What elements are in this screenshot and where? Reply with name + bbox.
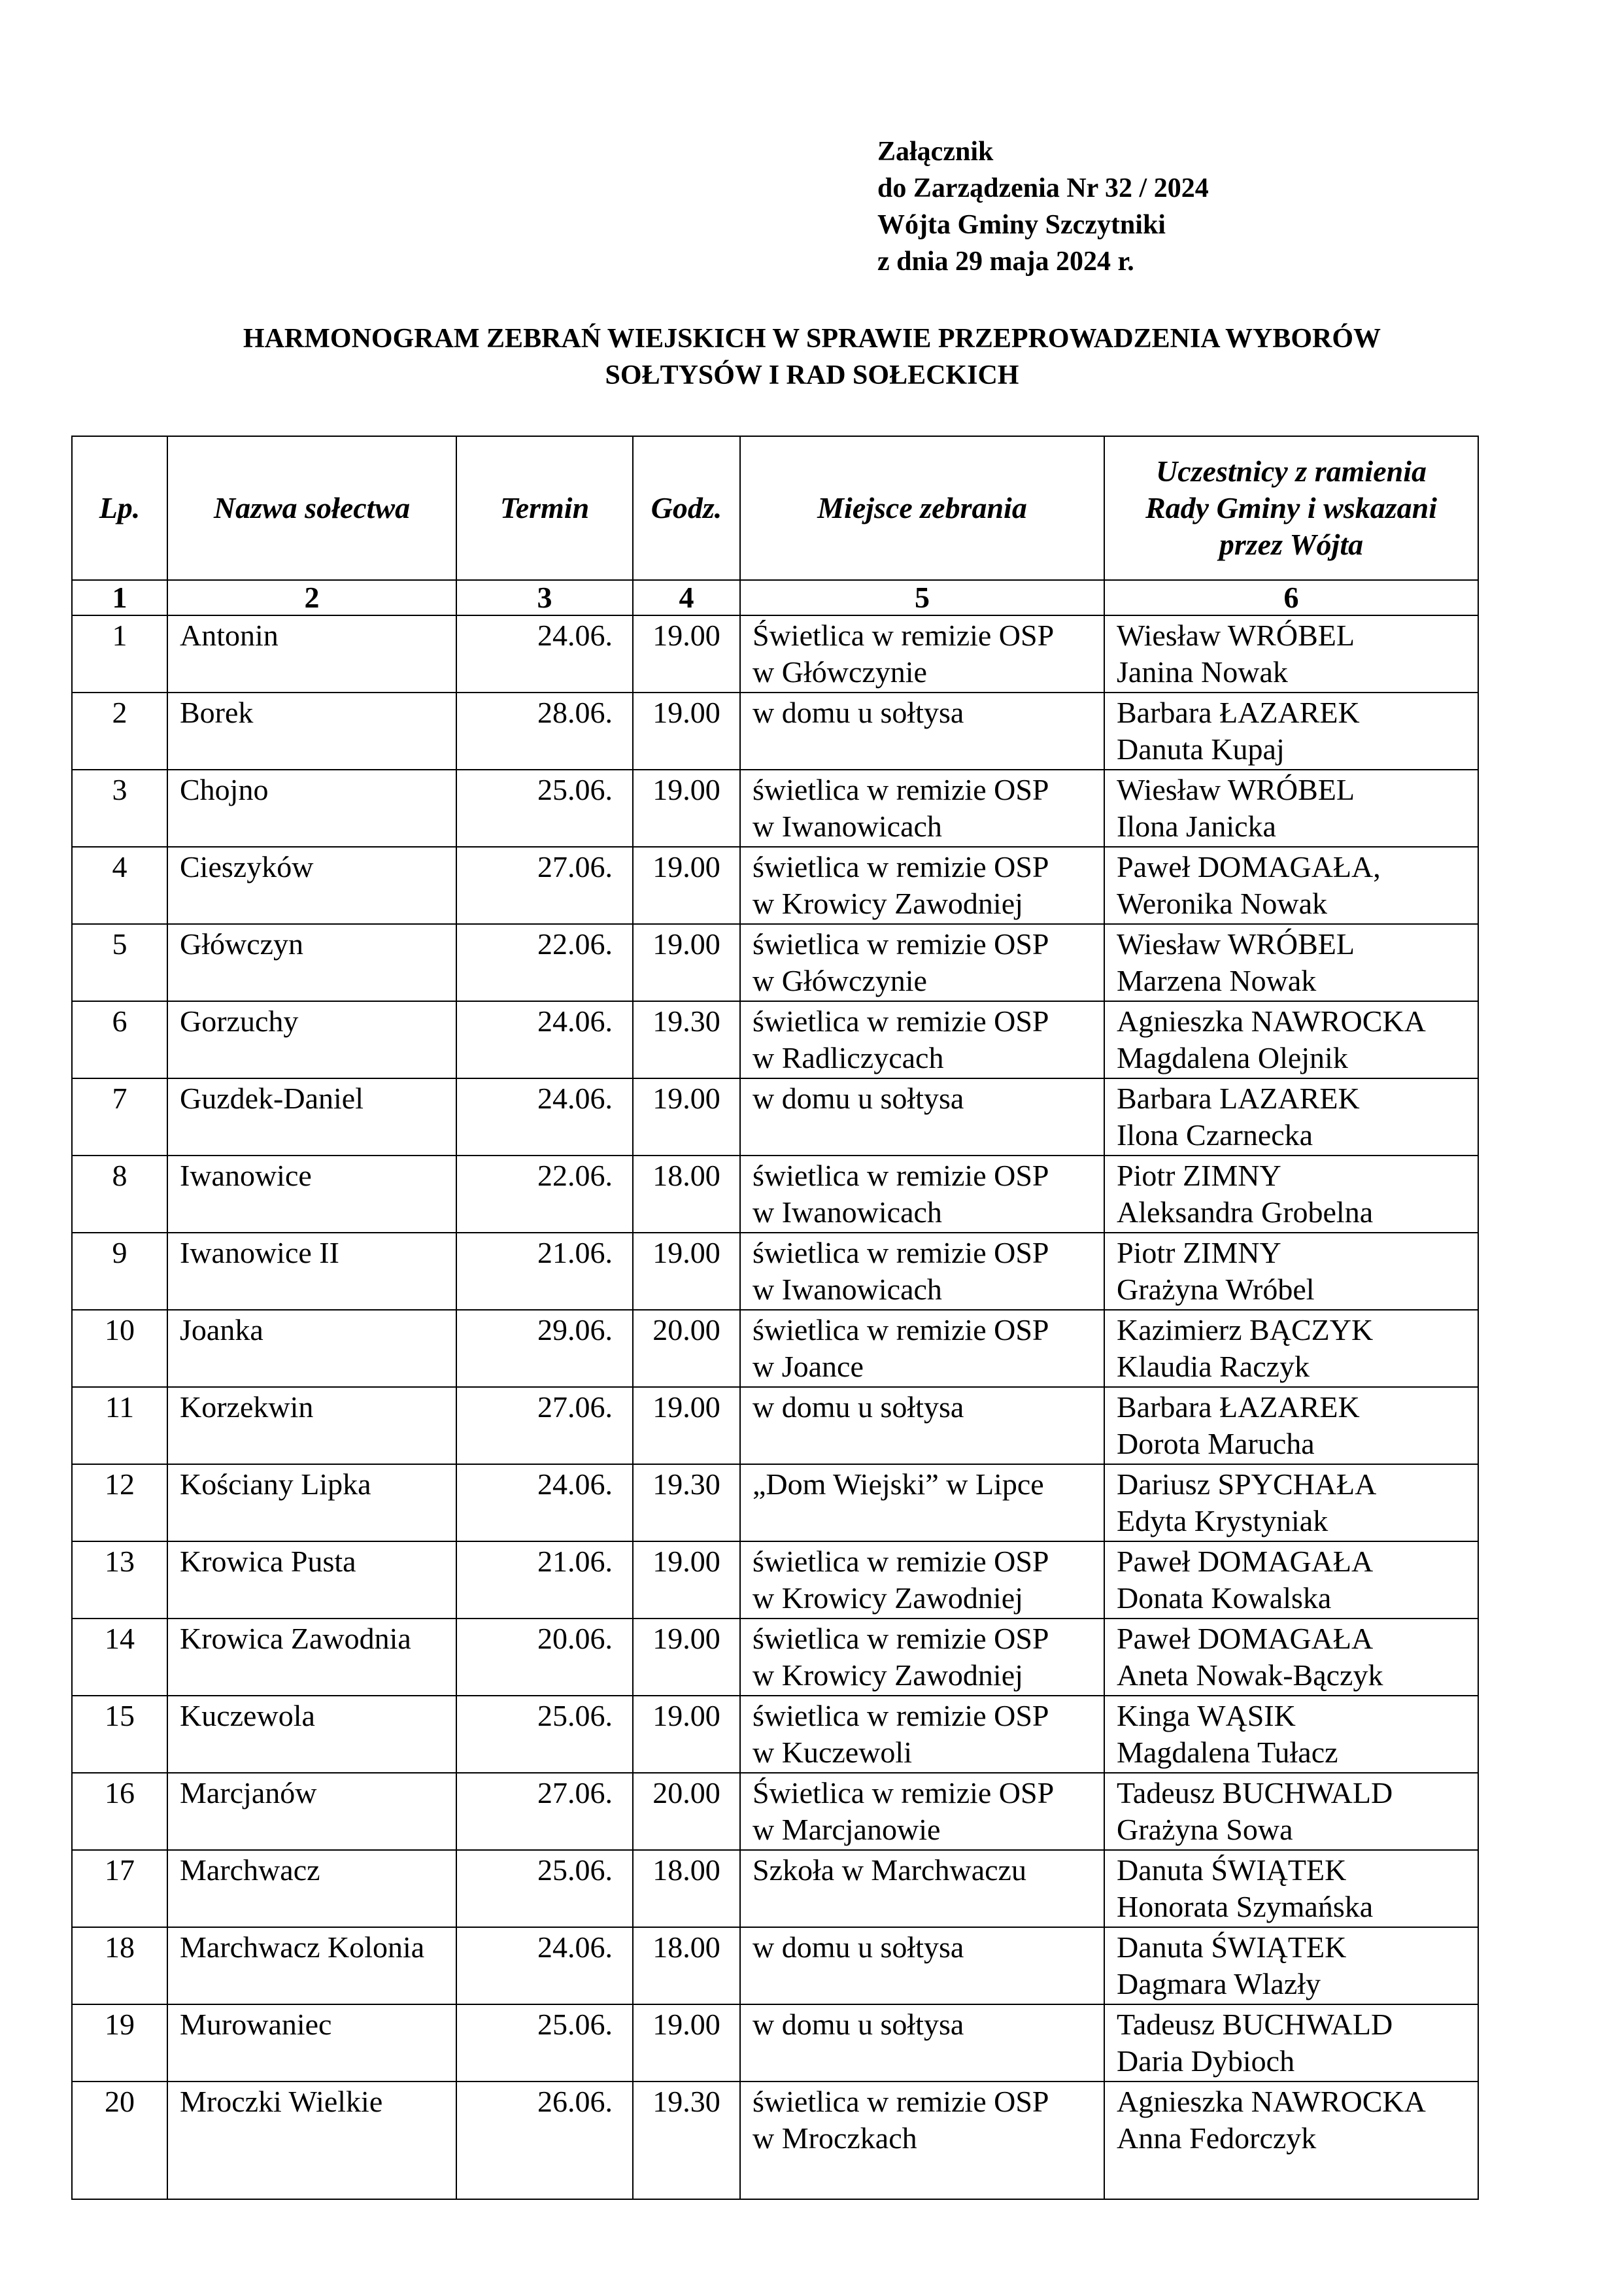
meeting-date: 25.06. — [456, 770, 633, 847]
header-row — [72, 436, 1478, 580]
column-number: 1 — [72, 580, 167, 615]
participant-2: Edyta Krystyniak — [1117, 1504, 1328, 1537]
table-row — [72, 615, 1478, 693]
row-number: 16 — [72, 1773, 167, 1850]
village-name: Borek — [167, 693, 456, 770]
meetings-schedule-table — [71, 436, 1479, 2200]
column-number: 4 — [633, 580, 740, 615]
village-name: Krowica Pusta — [167, 1541, 456, 1619]
table-row — [72, 2082, 1478, 2199]
village-name: Iwanowice II — [167, 1233, 456, 1310]
meeting-place — [740, 1001, 1104, 1078]
meeting-place-line-2: w Mroczkach — [753, 2121, 917, 2155]
meeting-place — [740, 2004, 1104, 2082]
meeting-time: 19.00 — [633, 693, 740, 770]
meeting-place-line-1: świetlica w remizie OSP — [753, 850, 1049, 883]
village-name: Mroczki Wielkie — [167, 2082, 456, 2199]
participant-1: Barbara ŁAZAREK — [1117, 696, 1360, 729]
participant-1: Tadeusz BUCHWALD — [1117, 1776, 1393, 1809]
meeting-place — [740, 1233, 1104, 1310]
column-number: 2 — [167, 580, 456, 615]
meeting-date: 24.06. — [456, 615, 633, 693]
participant-2: Magdalena Tułacz — [1117, 1736, 1338, 1769]
meeting-place-line-1: świetlica w remizie OSP — [753, 1004, 1049, 1038]
meeting-place — [740, 2082, 1104, 2199]
participants — [1104, 1927, 1478, 2004]
village-name: Chojno — [167, 770, 456, 847]
row-number: 12 — [72, 1464, 167, 1541]
participant-1: Dariusz SPYCHAŁA — [1117, 1467, 1377, 1501]
participant-2: Aleksandra Grobelna — [1117, 1195, 1374, 1229]
participant-2: Klaudia Raczyk — [1117, 1350, 1310, 1383]
col-header-time: Godz. — [633, 436, 740, 580]
table-row — [72, 2004, 1478, 2082]
row-number: 15 — [72, 1696, 167, 1773]
row-number: 18 — [72, 1927, 167, 2004]
village-name: Iwanowice — [167, 1156, 456, 1233]
meeting-place-line-1: w domu u sołtysa — [753, 1082, 964, 1115]
column-number: 6 — [1104, 580, 1478, 615]
participant-2: Grażyna Sowa — [1117, 1813, 1293, 1846]
village-name: Cieszyków — [167, 847, 456, 924]
table-row — [72, 1464, 1478, 1541]
meeting-date: 29.06. — [456, 1310, 633, 1387]
meeting-date: 26.06. — [456, 2082, 633, 2199]
meeting-place-line-2: w Joance — [753, 1350, 864, 1383]
participants — [1104, 1078, 1478, 1156]
participant-1: Kazimierz BĄCZYK — [1117, 1313, 1374, 1346]
meeting-place-line-1: świetlica w remizie OSP — [753, 1622, 1049, 1655]
village-name: Korzekwin — [167, 1387, 456, 1464]
meeting-time: 19.00 — [633, 1696, 740, 1773]
meeting-time: 19.30 — [633, 2082, 740, 2199]
meeting-date: 27.06. — [456, 847, 633, 924]
meeting-time: 18.00 — [633, 1927, 740, 2004]
meeting-place-line-2: w Kuczewoli — [753, 1736, 912, 1769]
table-row — [72, 1078, 1478, 1156]
participants — [1104, 770, 1478, 847]
participants — [1104, 615, 1478, 693]
attachment-header — [877, 133, 1209, 280]
meeting-time: 19.00 — [633, 1541, 740, 1619]
village-name: Krowica Zawodnia — [167, 1619, 456, 1696]
row-number: 17 — [72, 1850, 167, 1927]
meeting-time: 20.00 — [633, 1773, 740, 1850]
row-number: 2 — [72, 693, 167, 770]
row-number: 7 — [72, 1078, 167, 1156]
row-number: 5 — [72, 924, 167, 1001]
participants — [1104, 1310, 1478, 1387]
issuer: Wójta Gminy Szczytniki — [877, 210, 1166, 240]
col-header-place: Miejsce zebrania — [740, 436, 1104, 580]
meeting-place-line-2: w Główczynie — [753, 964, 927, 997]
meeting-place — [740, 1464, 1104, 1541]
meeting-time: 18.00 — [633, 1850, 740, 1927]
village-name: Murowaniec — [167, 2004, 456, 2082]
column-number-row — [72, 580, 1478, 615]
participants — [1104, 1233, 1478, 1310]
meeting-place-line-1: Świetlica w remizie OSP — [753, 1776, 1055, 1809]
meeting-place-line-2: w Główczynie — [753, 655, 927, 689]
table-row — [72, 1619, 1478, 1696]
meeting-date: 25.06. — [456, 1850, 633, 1927]
meeting-place — [740, 924, 1104, 1001]
table-row — [72, 1696, 1478, 1773]
meeting-place-line-1: świetlica w remizie OSP — [753, 773, 1049, 806]
village-name: Główczyn — [167, 924, 456, 1001]
meeting-place — [740, 1619, 1104, 1696]
meeting-place — [740, 693, 1104, 770]
meeting-place-line-1: „Dom Wiejski” w Lipce — [753, 1467, 1044, 1501]
participant-1: Wiesław WRÓBEL — [1117, 619, 1355, 652]
meeting-date: 27.06. — [456, 1387, 633, 1464]
participant-2: Daria Dybioch — [1117, 2044, 1295, 2078]
participant-1: Barbara ŁAZAREK — [1117, 1390, 1360, 1424]
table-row — [72, 1773, 1478, 1850]
village-name: Marcjanów — [167, 1773, 456, 1850]
meeting-place-line-2: w Iwanowicach — [753, 810, 942, 843]
meeting-date: 25.06. — [456, 2004, 633, 2082]
document-title — [72, 320, 1552, 394]
meeting-place-line-1: świetlica w remizie OSP — [753, 2085, 1049, 2118]
participants — [1104, 1387, 1478, 1464]
participants — [1104, 2082, 1478, 2199]
village-name: Marchwacz — [167, 1850, 456, 1927]
meeting-place — [740, 1541, 1104, 1619]
village-name: Kościany Lipka — [167, 1464, 456, 1541]
row-number: 9 — [72, 1233, 167, 1310]
meeting-time: 19.30 — [633, 1001, 740, 1078]
participants — [1104, 1464, 1478, 1541]
participants-header-line-2: Rady Gminy i wskazani — [1145, 491, 1437, 524]
issue-date: z dnia 29 maja 2024 r. — [877, 247, 1134, 277]
meeting-place-line-2: w Iwanowicach — [753, 1195, 942, 1229]
meeting-place — [740, 1773, 1104, 1850]
table-row — [72, 693, 1478, 770]
participants — [1104, 2004, 1478, 2082]
table-row — [72, 770, 1478, 847]
participant-1: Kinga WĄSIK — [1117, 1699, 1296, 1732]
participant-1: Agnieszka NAWROCKA — [1117, 2085, 1426, 2118]
meeting-date: 24.06. — [456, 1927, 633, 2004]
village-name: Kuczewola — [167, 1696, 456, 1773]
meeting-place — [740, 1850, 1104, 1927]
participants — [1104, 693, 1478, 770]
table-row — [72, 847, 1478, 924]
ordinance-number: do Zarządzenia Nr 32 / 2024 — [877, 173, 1209, 203]
participants — [1104, 1156, 1478, 1233]
table-row — [72, 1850, 1478, 1927]
meeting-place-line-1: w domu u sołtysa — [753, 1390, 964, 1424]
village-name: Guzdek-Daniel — [167, 1078, 456, 1156]
participant-1: Wiesław WRÓBEL — [1117, 773, 1355, 806]
participant-1: Danuta ŚWIĄTEK — [1117, 1930, 1347, 1964]
participant-1: Barbara LAZAREK — [1117, 1082, 1360, 1115]
meeting-time: 19.00 — [633, 1387, 740, 1464]
participant-2: Marzena Nowak — [1117, 964, 1317, 997]
table-row — [72, 924, 1478, 1001]
participant-2: Honorata Szymańska — [1117, 1890, 1374, 1923]
row-number: 14 — [72, 1619, 167, 1696]
meeting-place-line-2: w Marcjanowie — [753, 1813, 941, 1846]
participants — [1104, 1696, 1478, 1773]
meeting-date: 28.06. — [456, 693, 633, 770]
participant-2: Janina Nowak — [1117, 655, 1288, 689]
col-header-date: Termin — [456, 436, 633, 580]
meeting-date: 24.06. — [456, 1464, 633, 1541]
table-row — [72, 1001, 1478, 1078]
meeting-place-line-1: w domu u sołtysa — [753, 1930, 964, 1964]
row-number: 13 — [72, 1541, 167, 1619]
meeting-time: 19.00 — [633, 2004, 740, 2082]
village-name: Antonin — [167, 615, 456, 693]
meeting-date: 22.06. — [456, 924, 633, 1001]
participant-1: Danuta ŚWIĄTEK — [1117, 1853, 1347, 1887]
row-number: 19 — [72, 2004, 167, 2082]
participant-2: Donata Kowalska — [1117, 1581, 1332, 1615]
meeting-place-line-2: w Krowicy Zawodniej — [753, 1658, 1023, 1692]
meeting-time: 19.00 — [633, 1078, 740, 1156]
meeting-time: 19.30 — [633, 1464, 740, 1541]
meeting-place-line-1: świetlica w remizie OSP — [753, 1159, 1049, 1192]
meeting-place-line-2: w Radliczycach — [753, 1041, 944, 1074]
row-number: 4 — [72, 847, 167, 924]
participant-2: Aneta Nowak-Bączyk — [1117, 1658, 1383, 1692]
title-line-1: HARMONOGRAM ZEBRAŃ WIEJSKICH W SPRAWIE PRZEPROWADZENIA WYBORÓW — [243, 324, 1381, 354]
participant-2: Dagmara Wlazły — [1117, 1967, 1321, 2000]
meeting-place-line-2: w Krowicy Zawodniej — [753, 887, 1023, 920]
row-number: 8 — [72, 1156, 167, 1233]
meeting-date: 27.06. — [456, 1773, 633, 1850]
meeting-date: 24.06. — [456, 1001, 633, 1078]
row-number: 3 — [72, 770, 167, 847]
participants — [1104, 1001, 1478, 1078]
meeting-date: 24.06. — [456, 1078, 633, 1156]
meeting-place — [740, 770, 1104, 847]
table-row — [72, 1310, 1478, 1387]
participant-2: Grażyna Wróbel — [1117, 1273, 1315, 1306]
meeting-place — [740, 847, 1104, 924]
participant-1: Piotr ZIMNY — [1117, 1236, 1281, 1269]
meeting-place-line-2: w Iwanowicach — [753, 1273, 942, 1306]
participant-2: Ilona Janicka — [1117, 810, 1276, 843]
meeting-place-line-1: świetlica w remizie OSP — [753, 1545, 1049, 1578]
meeting-date: 21.06. — [456, 1541, 633, 1619]
meeting-place-line-1: świetlica w remizie OSP — [753, 1236, 1049, 1269]
participants-header-line-1: Uczestnicy z ramienia — [1156, 454, 1427, 488]
table-row — [72, 1233, 1478, 1310]
participant-1: Paweł DOMAGAŁA, — [1117, 850, 1381, 883]
meeting-place — [740, 1310, 1104, 1387]
meeting-date: 21.06. — [456, 1233, 633, 1310]
participant-2: Weronika Nowak — [1117, 887, 1328, 920]
participants — [1104, 1619, 1478, 1696]
meeting-time: 19.00 — [633, 924, 740, 1001]
row-number: 10 — [72, 1310, 167, 1387]
participant-1: Paweł DOMAGAŁA — [1117, 1622, 1374, 1655]
col-header-lp: Lp. — [72, 436, 167, 580]
participant-2: Magdalena Olejnik — [1117, 1041, 1348, 1074]
participants — [1104, 924, 1478, 1001]
column-number: 5 — [740, 580, 1104, 615]
meeting-place-line-1: świetlica w remizie OSP — [753, 927, 1049, 961]
meeting-place-line-1: Świetlica w remizie OSP — [753, 619, 1055, 652]
participants — [1104, 1773, 1478, 1850]
participants — [1104, 1541, 1478, 1619]
meeting-place — [740, 1696, 1104, 1773]
meeting-place-line-1: w domu u sołtysa — [753, 2008, 964, 2041]
participants-header-line-3: przez Wójta — [1219, 528, 1364, 561]
row-number: 20 — [72, 2082, 167, 2199]
meeting-time: 19.00 — [633, 1233, 740, 1310]
meeting-place — [740, 1387, 1104, 1464]
meeting-place-line-2: w Krowicy Zawodniej — [753, 1581, 1023, 1615]
participant-2: Danuta Kupaj — [1117, 732, 1285, 766]
meeting-time: 19.00 — [633, 770, 740, 847]
participant-2: Ilona Czarnecka — [1117, 1118, 1313, 1152]
meeting-time: 20.00 — [633, 1310, 740, 1387]
meeting-date: 22.06. — [456, 1156, 633, 1233]
title-line-2: SOŁTYSÓW I RAD SOŁECKICH — [605, 360, 1019, 390]
col-header-name: Nazwa sołectwa — [167, 436, 456, 580]
row-number: 6 — [72, 1001, 167, 1078]
meeting-place — [740, 1078, 1104, 1156]
table-row — [72, 1156, 1478, 1233]
attachment-label: Załącznik — [877, 137, 994, 167]
participant-2: Anna Fedorczyk — [1117, 2121, 1317, 2155]
participant-1: Tadeusz BUCHWALD — [1117, 2008, 1393, 2041]
meeting-place — [740, 1927, 1104, 2004]
participants — [1104, 847, 1478, 924]
meeting-time: 19.00 — [633, 1619, 740, 1696]
meeting-time: 19.00 — [633, 615, 740, 693]
meeting-place — [740, 1156, 1104, 1233]
column-number: 3 — [456, 580, 633, 615]
village-name: Marchwacz Kolonia — [167, 1927, 456, 2004]
meeting-date: 20.06. — [456, 1619, 633, 1696]
participant-1: Agnieszka NAWROCKA — [1117, 1004, 1426, 1038]
participant-2: Dorota Marucha — [1117, 1427, 1315, 1460]
meeting-place-line-1: świetlica w remizie OSP — [753, 1313, 1049, 1346]
participant-1: Piotr ZIMNY — [1117, 1159, 1281, 1192]
meeting-place — [740, 615, 1104, 693]
participant-1: Paweł DOMAGAŁA — [1117, 1545, 1374, 1578]
meeting-place-line-1: w domu u sołtysa — [753, 696, 964, 729]
table-row — [72, 1387, 1478, 1464]
meeting-date: 25.06. — [456, 1696, 633, 1773]
meeting-time: 19.00 — [633, 847, 740, 924]
row-number: 11 — [72, 1387, 167, 1464]
row-number: 1 — [72, 615, 167, 693]
table-row — [72, 1541, 1478, 1619]
participant-1: Wiesław WRÓBEL — [1117, 927, 1355, 961]
table-row — [72, 1927, 1478, 2004]
meeting-time: 18.00 — [633, 1156, 740, 1233]
meeting-place-line-1: Szkoła w Marchwaczu — [753, 1853, 1026, 1887]
col-header-participants — [1104, 436, 1478, 580]
village-name: Joanka — [167, 1310, 456, 1387]
meeting-place-line-1: świetlica w remizie OSP — [753, 1699, 1049, 1732]
participants — [1104, 1850, 1478, 1927]
village-name: Gorzuchy — [167, 1001, 456, 1078]
